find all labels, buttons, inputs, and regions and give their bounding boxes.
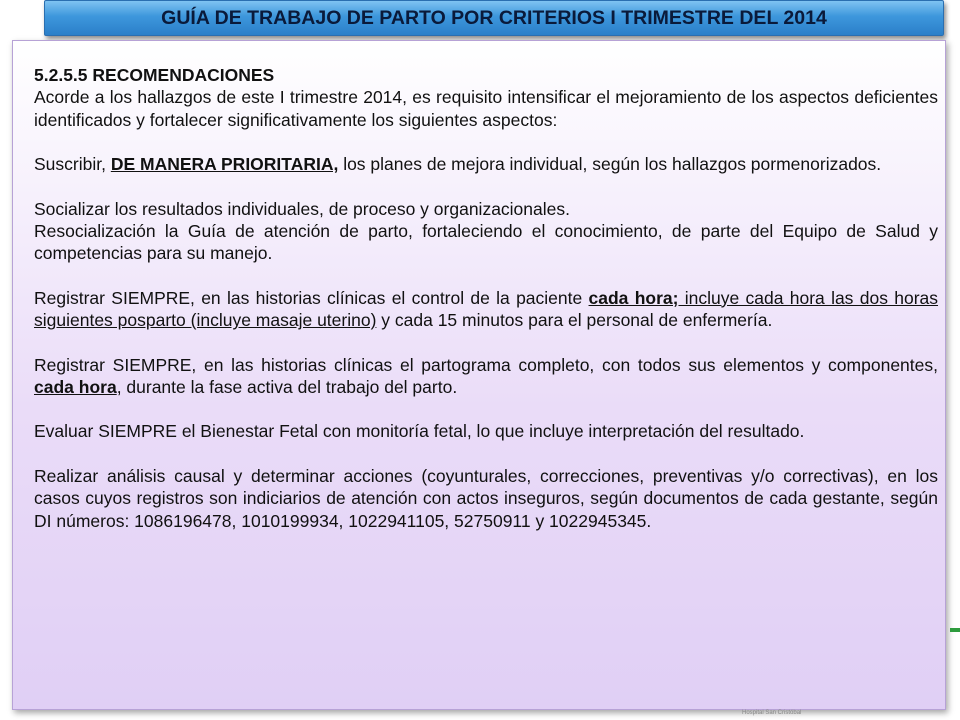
paragraph-analisis-causal: Realizar análisis causal y determinar acciones (coyunturales, correcciones, preventivas y/o correctivas), en los casos cuyos registros son indiciarios de atención con actos inseguros, según documentos de cada gestante, según DI números: 1086196478, 1010199934, 1022941105, 52750911 y 1022945345. [34, 465, 938, 531]
slide-title-text: GUÍA DE TRABAJO DE PARTO POR CRITERIOS I TRIMESTRE DEL 2014 [161, 6, 827, 29]
paragraph-socializar: Socializar los resultados individuales, de proceso y organizacionales. [34, 198, 570, 219]
recommendations-text [34, 64, 938, 532]
emphasis-prioritaria: DE MANERA PRIORITARIA, [110, 154, 339, 175]
slide-title [44, 0, 944, 36]
section-heading: 5.2.5.5 RECOMENDACIONES [34, 65, 275, 85]
green-accent-mark [950, 628, 960, 632]
paragraph-registrar-partograma: Registrar SIEMPRE, en las historias clínicas el partograma completo, con todos sus elementos y componentes, cada hora, durante la fase activa del trabajo del parto. [34, 354, 938, 398]
emphasis-cada-hora-2: cada hora [34, 377, 117, 398]
paragraph-suscribir: Suscribir, DE MANERA PRIORITARIA, los planes de mejora individual, según los hallazgos pormenorizados. [34, 154, 882, 175]
content-panel [12, 40, 946, 710]
intro-paragraph: Acorde a los hallazgos de este I trimestre 2014, es requisito intensificar el mejoramiento de los aspectos deficientes identificados y fortalecer significativamente los siguientes aspectos: [34, 87, 938, 130]
footer-logo-text: Hospital San Cristóbal [742, 710, 802, 716]
paragraph-resocializacion: Resocialización la Guía de atención de parto, fortaleciendo el conocimiento, de parte del Equipo de Salud y competencias para su manejo. [34, 221, 938, 264]
emphasis-posparto: incluye cada hora las dos horas siguientes posparto (incluye masaje uterino) [34, 287, 939, 331]
paragraph-bienestar-fetal: Evaluar SIEMPRE el Bienestar Fetal con monitoría fetal, lo que incluye interpretación del resultado. [34, 421, 805, 442]
emphasis-cada-hora: cada hora; [588, 287, 679, 308]
paragraph-registrar-control: Registrar SIEMPRE, en las historias clínicas el control de la paciente cada hora; incluye cada hora las dos horas siguientes posparto (incluye masaje uterino) y cada 15 minutos para el personal de enfermería. [34, 287, 939, 331]
